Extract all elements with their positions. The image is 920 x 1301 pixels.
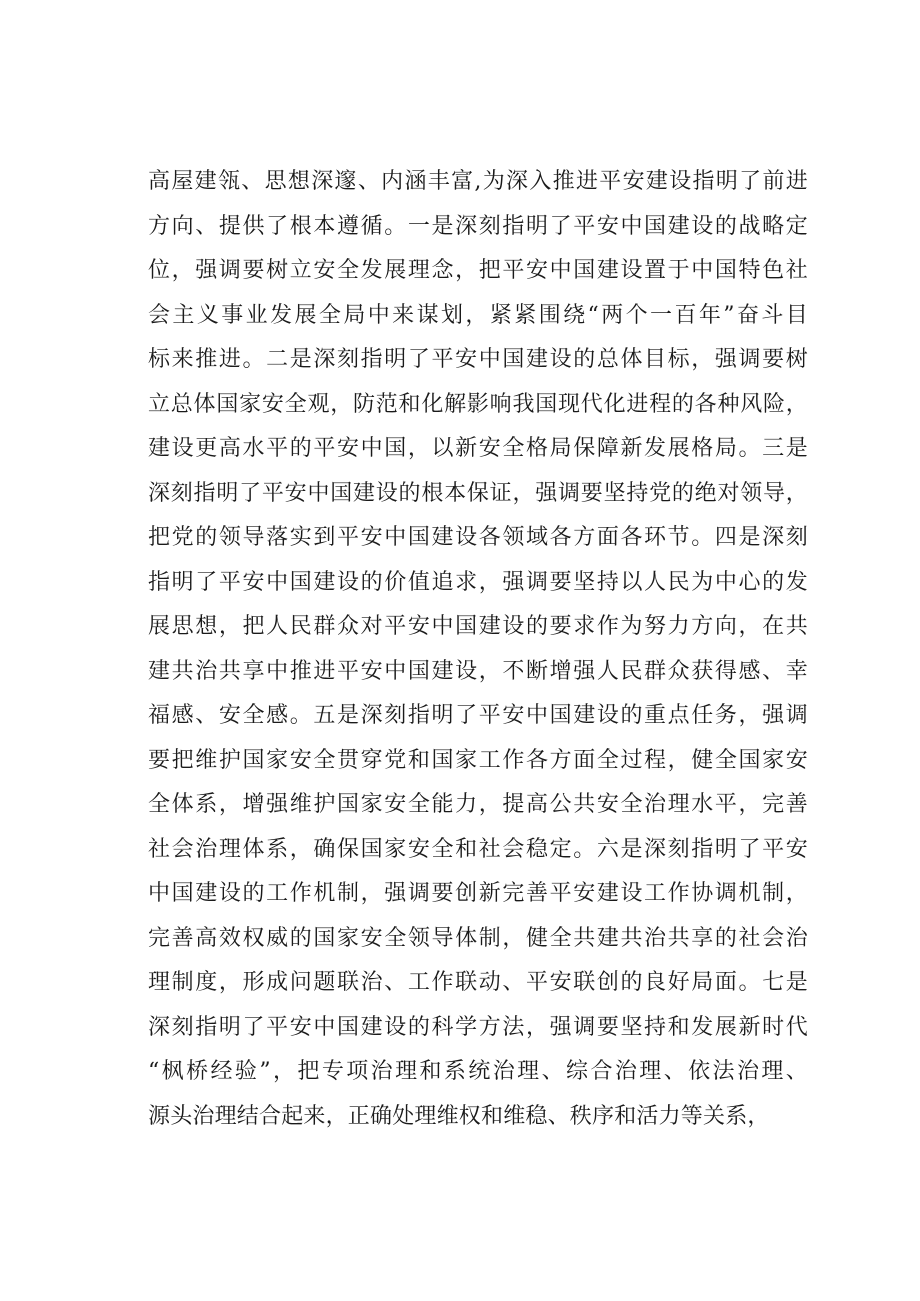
text-line: 建共治共享中推进平安中国建设，不断增强人民群众获得感、幸 (148, 658, 808, 684)
text-line: “枫桥经验”，把专项治理和系统治理、综合治理、依法治理、 (148, 1059, 808, 1084)
body-paragraph (148, 160, 808, 1139)
text-line: 把党的领导落实到平安中国建设各领域各方面各环节。四是深刻 (148, 525, 808, 550)
text-line: 理制度，形成问题联治、工作联动、平安联创的良好局面。七是 (148, 970, 808, 995)
text-line: 深刻指明了平安中国建设的根本保证，强调要坚持党的绝对领导， (148, 480, 808, 506)
text-line: 完善高效权威的国家安全领导体制，健全共建共治共享的社会治 (148, 925, 808, 951)
text-line: 源头治理结合起来，正确处理维权和维稳、秩序和活力等关系， (148, 1103, 770, 1129)
text-line: 要把维护国家安全贯穿党和国家工作各方面全过程，健全国家安 (148, 747, 808, 773)
text-line: 位，强调要树立安全发展理念，把平安中国建设置于中国特色社 (148, 258, 808, 283)
text-line: 立总体国家安全观，防范和化解影响我国现代化进程的各种风险， (148, 391, 808, 417)
text-line: 会主义事业发展全局中来谋划，紧紧围绕“两个一百年”奋斗目 (148, 302, 808, 328)
text-line: 高屋建瓴、思想深邃、内涵丰富,为深入推进平安建设指明了前进 (148, 169, 808, 194)
text-line: 福感、安全感。五是深刻指明了平安中国建设的重点任务，强调 (148, 703, 808, 728)
text-line: 中国建设的工作机制，强调要创新完善平安建设工作协调机制， (148, 881, 808, 906)
text-line: 标来推进。二是深刻指明了平安中国建设的总体目标，强调要树 (148, 347, 808, 372)
text-line: 展思想，把人民群众对平安中国建设的要求作为努力方向，在共 (148, 614, 808, 639)
text-line: 方向、提供了根本遵循。一是深刻指明了平安中国建设的战略定 (148, 213, 808, 239)
text-line: 深刻指明了平安中国建设的科学方法，强调要坚持和发展新时代 (148, 1014, 808, 1040)
text-line: 社会治理体系，确保国家安全和社会稳定。六是深刻指明了平安 (148, 836, 808, 862)
text-line: 全体系，增强维护国家安全能力，提高公共安全治理水平，完善 (148, 792, 808, 817)
text-line: 建设更高水平的平安中国，以新安全格局保障新发展格局。三是 (148, 436, 808, 461)
text-line: 指明了平安中国建设的价值追求，强调要坚持以人民为中心的发 (148, 569, 808, 595)
